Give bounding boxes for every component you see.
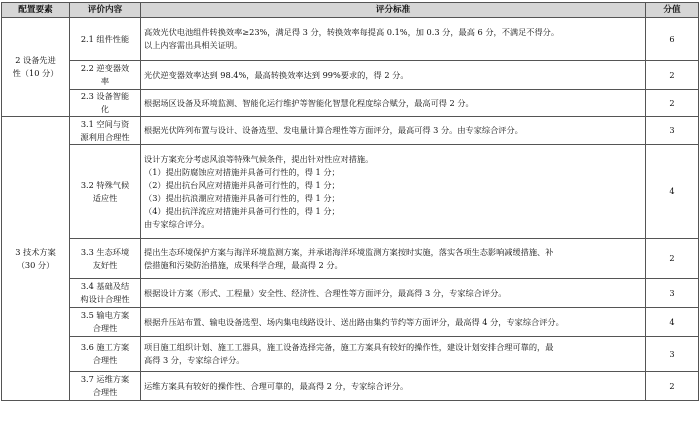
table-row [2,18,699,61]
standard-text-line: 设计方案充分考虑风浪等特殊气候条件，提出针对性应对措施。 [144,153,374,164]
standard-cell [141,145,646,239]
scoring-table [1,2,699,401]
table-row [2,279,699,308]
content-label-line: 3.6 施工方案 [80,342,130,352]
table-row [2,145,699,239]
factor-label-line: （30 分） [16,259,55,270]
standard-cell [141,372,646,401]
content-cell [70,117,141,145]
score-cell: 6 [646,18,699,61]
content-cell [70,239,141,279]
score-cell: 2 [646,372,699,401]
score-cell: 4 [646,145,699,239]
content-cell [70,337,141,372]
standard-cell [141,90,646,117]
standard-cell [141,308,646,337]
table-row [2,90,699,117]
content-label-line: 2.1 组件性能 [80,33,130,44]
standard-text-line: 提出生态环境保护方案与海洋环境监测方案，并承诺海洋环境监测方案按时实施，落实各项生态影响减缓措施、补 [144,246,554,257]
standard-text-line: 运维方案具有较好的操作性、合理可靠的，最高得 2 分，专家综合评分。 [144,380,409,391]
standard-text-line: 高效光伏电池组件转换效率≥23%，满足得 3 分，转换效率每提高 0.1%，加 0.3 分，最高 6 分，不满足不得分。 [144,27,560,37]
factor-label-line: 3 技术方案 [15,246,56,257]
standard-text-line: 高得 3 分，专家综合评分。 [144,355,245,365]
standard-text-line: （2）提出抗台风应对措施并具备可行性的，得 1 分； [144,179,340,190]
content-label-line: 3.4 基础及结 [80,281,130,291]
header-standard: 评分标准 [141,3,646,18]
table-row [2,372,699,401]
content-label-line: 合理性 [92,355,118,365]
content-label-line: 率 [100,76,110,86]
score-cell: 2 [646,61,699,90]
factor-label-line: 2 设备先进 [15,55,56,65]
content-label-line: 3.3 生态环境 [80,246,130,257]
content-label-line: 友好性 [92,259,118,270]
standard-cell [141,337,646,372]
score-cell: 3 [646,279,699,308]
table-row [2,337,699,372]
content-label-line: 3.2 特殊气候 [80,179,130,190]
content-label-line: 3.5 输电方案 [80,310,130,320]
content-label-line: 化 [100,104,110,114]
content-cell [70,18,141,61]
factor-label-line: 性（10 分） [12,68,59,78]
content-label-line: 2.3 设备智能 [80,91,130,101]
header-score: 分值 [646,3,699,18]
content-cell [70,372,141,401]
standard-cell [141,279,646,308]
score-cell: 3 [646,117,699,145]
content-label-line: 构设计合理性 [80,294,130,304]
standard-cell [141,61,646,90]
standard-text-line: 偿措施和污染防治措施，成果科学合理，最高得 2 分。 [144,259,343,270]
table-row [2,239,699,279]
standard-text-line: 根据场区设备及环境监测、智能化运行维护等智能化智慧化程度综合赋分，最高可得 2 分。 [144,97,474,108]
standard-text-line: 由专家综合评分。 [144,218,210,229]
standard-text-line: （3）提出抗浪潮应对措施并具备可行性的，得 1 分； [144,192,340,203]
standard-cell [141,18,646,61]
standard-text-line: 根据光伏阵列布置与设计、设备选型、发电量计算合理性等方面评分，最高可得 3 分。由专家综合评分。 [144,125,523,135]
table-row [2,308,699,337]
standard-text-line: （1）提出防腐蚀应对措施并具备可行性的，得 1 分； [144,166,340,177]
content-cell [70,90,141,117]
standard-text-line: 项目施工组织计划、施工工器具，施工设备选择完备，施工方案具有较好的操作性，建设计划安排合理可靠的，最 [144,342,554,352]
factor-cell [2,117,70,401]
content-cell [70,61,141,90]
table-row [2,61,699,90]
score-cell: 2 [646,239,699,279]
header-factor: 配置要素 [2,3,70,18]
content-label-line: 3.7 运维方案 [80,374,130,384]
content-cell [70,308,141,337]
score-cell: 2 [646,90,699,117]
content-label-line: 3.1 空间与资 [80,118,130,129]
content-cell [70,145,141,239]
standard-cell [141,117,646,145]
table-row [2,117,699,145]
content-label-line: 2.2 逆变器效 [80,63,130,73]
score-cell: 4 [646,308,699,337]
factor-cell [2,18,70,117]
standard-text-line: 以上内容需出具相关证明。 [144,40,243,50]
standard-text-line: 根据设计方案（形式、工程量）安全性、经济性、合理性等方面评分，最高得 3 分，专家综合评分。 [144,287,507,298]
header-row [2,3,699,18]
content-cell [70,279,141,308]
content-label-line: 合理性 [92,323,118,333]
content-label-line: 合理性 [92,387,118,397]
score-cell: 3 [646,337,699,372]
standard-cell [141,239,646,279]
standard-text-line: 光伏逆变器效率达到 98.4%，最高转换效率达到 99%要求的，得 2 分。 [144,69,409,80]
standard-text-line: 根据升压站布置、输电设备选型、场内集电线路设计、送出路由集约节约等方面评分，最高得 4 分，专家综合评分。 [144,316,564,327]
content-label-line: 源利用合理性 [80,131,130,142]
standard-text-line: （4）提出抗洋流应对措施并具备可行性的，得 1 分； [144,205,340,216]
content-label-line: 适应性 [92,192,118,203]
header-content: 评价内容 [70,3,141,18]
